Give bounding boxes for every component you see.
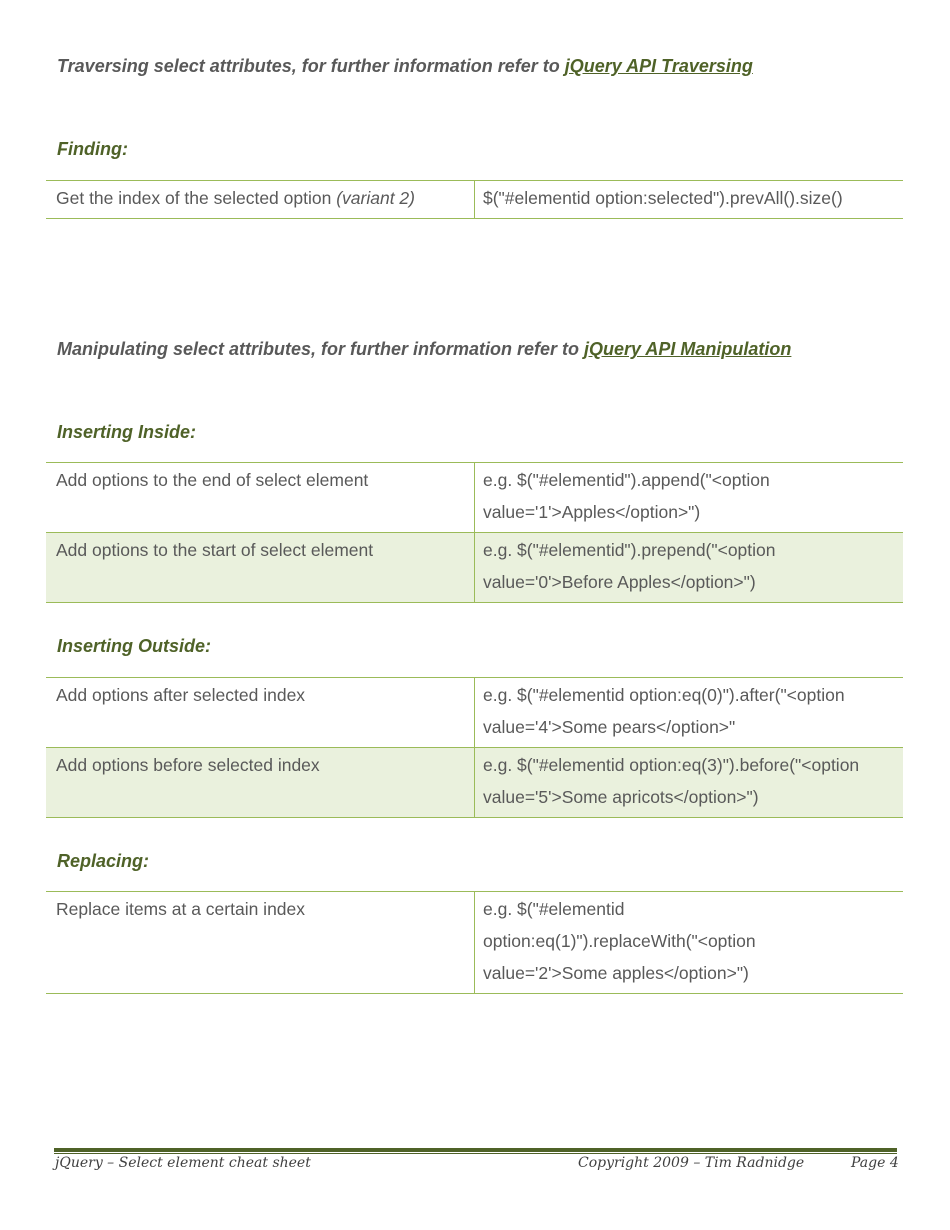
- code-line: value='2'>Some apples</option>"): [483, 963, 749, 983]
- table-row: [46, 892, 903, 994]
- row-description: Replace items at a certain index: [56, 899, 306, 919]
- code-line: e.g. $("#elementid option:eq(0)").after("<option: [483, 685, 845, 705]
- row-code: [475, 463, 904, 533]
- code-line: value='5'>Some apricots</option>"): [483, 787, 759, 807]
- manipulating-heading-text: Manipulating select attributes, for further information refer to: [57, 339, 585, 359]
- footer-copyright: Copyright 2009 – Tim Radnidge: [578, 1155, 805, 1171]
- inserting-inside-table: [46, 462, 903, 603]
- traversing-heading-text: Traversing select attributes, for further information refer to: [57, 56, 565, 76]
- footer-rule-thin: [54, 1153, 897, 1154]
- code-line: e.g. $("#elementid option:eq(3)").before("<option: [483, 755, 860, 775]
- row-code: [475, 678, 904, 748]
- code-line: value='0'>Before Apples</option>"): [483, 572, 756, 592]
- code-line: $("#elementid option:selected").prevAll().size(): [483, 188, 843, 208]
- footer-rule: [54, 1148, 897, 1152]
- code-line: value='4'>Some pears</option>": [483, 717, 736, 737]
- replacing-table: [46, 891, 903, 994]
- footer-page-number: Page 4: [851, 1155, 899, 1171]
- code-line: value='1'>Apples</option>"): [483, 502, 701, 522]
- row-description-emphasis: (variant 2): [336, 188, 415, 208]
- row-description: [46, 181, 475, 219]
- row-description: Add options before selected index: [46, 748, 475, 818]
- manipulating-heading: [57, 339, 791, 360]
- code-line: option:eq(1)").replaceWith("<option: [483, 931, 756, 951]
- table-row: [46, 463, 903, 533]
- jquery-api-traversing-link[interactable]: jQuery API Traversing: [564, 56, 753, 76]
- row-description: Add options to the start of select element: [46, 533, 475, 603]
- code-line: e.g. $("#elementid").append("<option: [483, 470, 770, 490]
- inserting-outside-title: Inserting Outside:: [57, 636, 212, 656]
- table-row: [46, 533, 903, 603]
- table-row: [46, 748, 903, 818]
- traversing-heading: [57, 56, 753, 77]
- row-code: [475, 533, 904, 603]
- finding-table: [46, 180, 903, 219]
- inserting-outside-table: [46, 677, 903, 818]
- table-row: [46, 181, 903, 219]
- finding-title: Finding:: [57, 139, 128, 159]
- row-code: [475, 892, 904, 994]
- row-description: Add options to the end of select element: [56, 470, 369, 490]
- jquery-api-manipulation-link[interactable]: jQuery API Manipulation: [584, 339, 792, 359]
- footer-title: jQuery – Select element cheat sheet: [55, 1155, 311, 1171]
- inserting-inside-title: Inserting Inside:: [57, 422, 197, 442]
- replacing-title: Replacing:: [57, 851, 150, 871]
- table-row: [46, 678, 903, 748]
- row-code: [475, 181, 904, 219]
- row-description: Add options after selected index: [56, 685, 306, 705]
- row-description-text: Get the index of the selected option: [56, 188, 337, 208]
- code-line: e.g. $("#elementid: [483, 899, 625, 919]
- row-code: [475, 748, 904, 818]
- code-line: e.g. $("#elementid").prepend("<option: [483, 540, 776, 560]
